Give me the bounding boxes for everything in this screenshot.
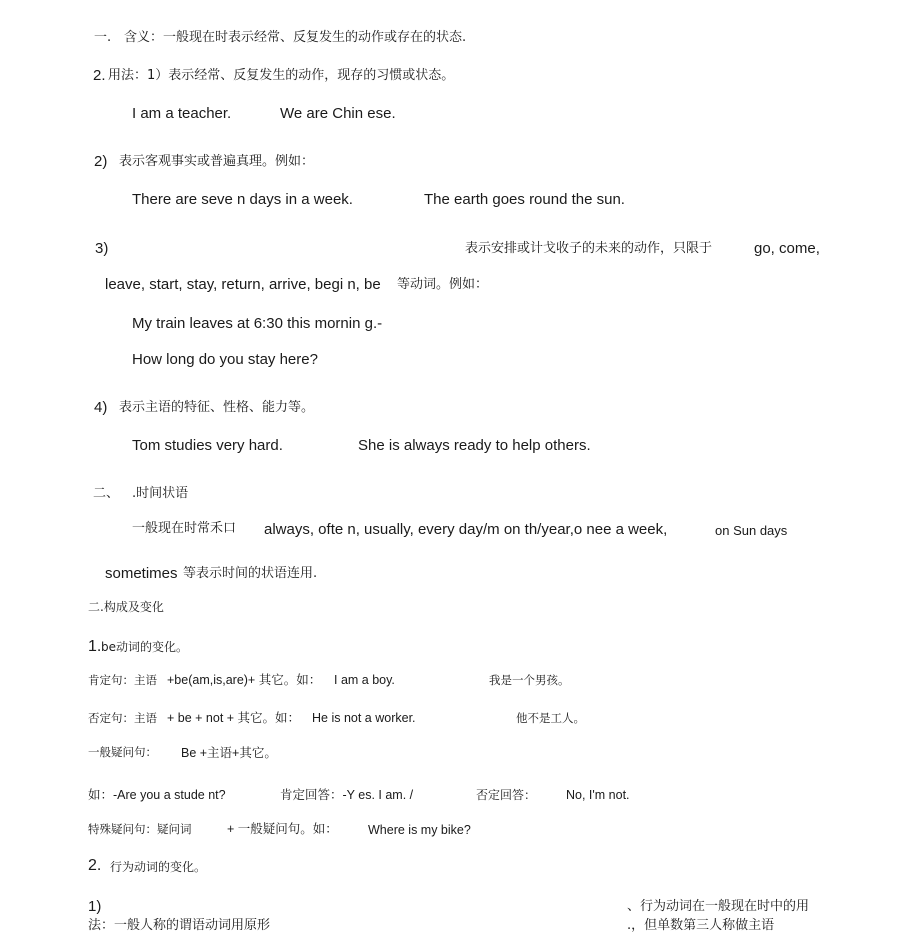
item-number: 4) xyxy=(94,399,108,416)
usage-text-latin: leave, start, stay, return, arrive, begi n, be xyxy=(105,276,381,293)
example-sentence: I am a teacher. xyxy=(132,105,232,122)
definition-text: 含义：一般现在时表示经常、反复发生的动作或存在的状态. xyxy=(124,30,467,45)
usage-text: 等表示时间的状语连用. xyxy=(183,566,318,581)
usage-text: 用法：1）表示经常、反复发生的动作，现存的习惯或状态。 xyxy=(108,68,455,83)
item-number: 3) xyxy=(95,240,109,257)
usage-text-latin: go, come, xyxy=(754,240,820,257)
usage-text-latin: sometimes xyxy=(105,565,178,582)
example-sentence: There are seve n days in a week. xyxy=(132,191,353,208)
usage-text: 法：一般人称的谓语动词用原形 xyxy=(88,918,271,933)
item-number: 2. xyxy=(93,67,106,84)
rule-text: 特殊疑问句：疑问词 xyxy=(88,822,192,836)
usage-text: 表示安排或计戈收子的未来的动作，只限于 xyxy=(465,241,713,256)
example-sentence: He is not a worker. xyxy=(312,711,416,725)
rule-text: 否定句：主语 xyxy=(88,711,157,725)
translation-text: 他不是工人。 xyxy=(516,711,585,725)
example-sentence: Tom studies very hard. xyxy=(132,437,283,454)
example-sentence: 肯定回答：-Y es. I am. / xyxy=(280,788,414,802)
translation-text: 我是一个男孩。 xyxy=(489,673,570,687)
rule-text: + 一般疑问句。如： xyxy=(227,822,338,836)
item-number: 2. xyxy=(88,857,102,874)
section-number: 二、 xyxy=(93,486,120,501)
example-sentence: I am a boy. xyxy=(334,673,395,687)
rule-text: 否定回答： xyxy=(476,788,537,802)
example-sentence: Where is my bike? xyxy=(368,823,471,837)
example-sentence: The earth goes round the sun. xyxy=(424,191,625,208)
section-heading: .时间状语 xyxy=(132,486,189,501)
usage-text: 表示客观事实或普遍真理。例如： xyxy=(119,154,315,169)
usage-text: 等动词。例如： xyxy=(397,277,489,292)
example-sentence: 如：-Are you a stude nt? xyxy=(88,788,226,802)
example-sentence: How long do you stay here? xyxy=(132,351,318,368)
usage-text-latin: always, ofte n, usually, every day/m on th/year,o nee a week, xyxy=(264,521,668,538)
usage-text-latin: on Sun days xyxy=(715,523,788,538)
rule-text: Be +主语+其它。 xyxy=(181,746,277,760)
section-number: 一. xyxy=(94,30,112,45)
usage-text: 、行为动词在一般现在时中的用 xyxy=(627,899,810,914)
section-heading: 二.构成及变化 xyxy=(88,600,164,614)
rule-text: + be + not + 其它。如： xyxy=(167,711,301,725)
usage-text: .，但单数第三人称做主语 xyxy=(627,918,775,933)
subsection-heading: be动词的变化。 xyxy=(101,640,189,654)
usage-text: 表示主语的特征、性格、能力等。 xyxy=(119,400,315,415)
item-number: 2) xyxy=(94,153,108,170)
item-number: 1. xyxy=(88,638,102,655)
item-number: 1) xyxy=(88,898,102,915)
rule-text: +be(am,is,are)+ 其它。如： xyxy=(167,673,322,687)
example-sentence: We are Chin ese. xyxy=(280,105,396,122)
example-sentence: No, I'm not. xyxy=(566,788,630,802)
subsection-heading: 行为动词的变化。 xyxy=(110,860,207,874)
example-sentence: My train leaves at 6:30 this mornin g.- xyxy=(132,315,383,332)
rule-text: 肯定句：主语 xyxy=(88,673,157,687)
example-sentence: She is always ready to help others. xyxy=(358,437,591,454)
rule-text: 一般疑问句： xyxy=(88,745,157,759)
usage-text: 一般现在时常禾口 xyxy=(132,521,237,536)
